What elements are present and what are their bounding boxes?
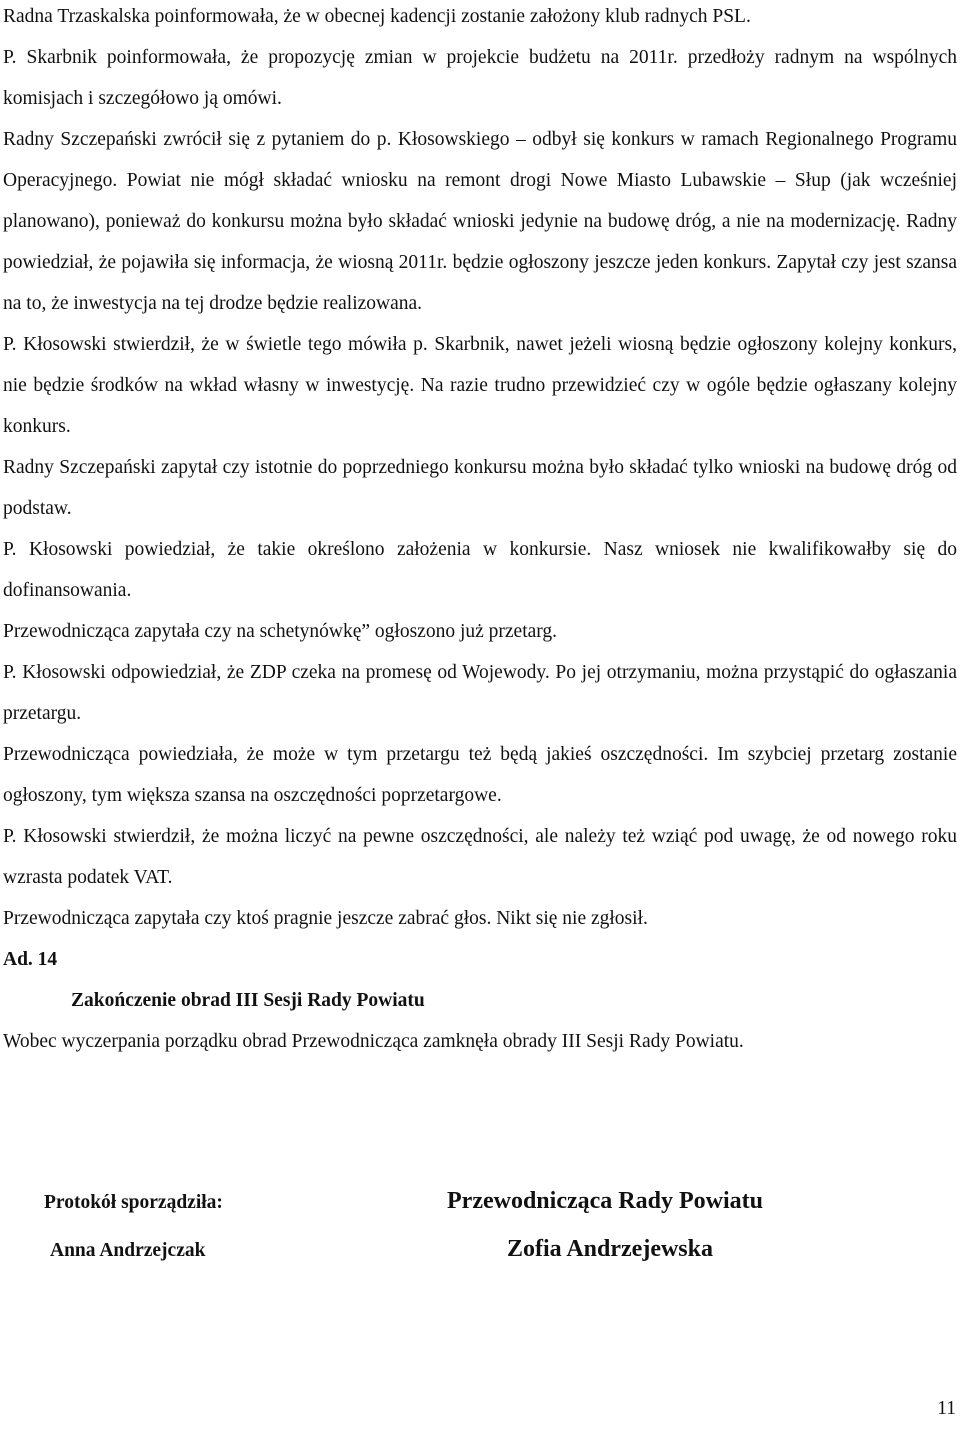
paragraph-chair-closing-question: Przewodnicząca zapytała czy ktoś pragnie jeszcze zabrać głos. Nikt się nie zgłosił.: [3, 908, 648, 929]
paragraph-klosowski-criteria: P. Kłosowski powiedział, że takie określono założenia w konkursie. Nasz wniosek nie kwalifikowałby się do dofinansowania.: [3, 539, 957, 601]
paragraph-klosowski-promise: P. Kłosowski odpowiedział, że ZDP czeka na promesę od Wojewody. Po jej otrzymaniu, można przystąpić do ogłaszania przetargu.: [3, 662, 957, 724]
paragraph-klosowski-answer: P. Kłosowski stwierdził, że w świetle tego mówiła p. Skarbnik, nawet jeżeli wiosną będzie ogłoszony kolejny konkurs, nie będzie środków na wkład własny w inwestycję. Na razie trudno przewidzieć czy w ogóle będzie ogłaszany kolejny konkurs.: [3, 334, 957, 437]
signature-left-label: Protokół sporządziła:: [44, 1192, 223, 1213]
paragraph-klosowski-vat: P. Kłosowski stwierdził, że można liczyć na pewne oszczędności, ale należy też wziąć pod uwagę, że od nowego roku wzrasta podatek VAT.: [3, 826, 957, 888]
document-body: [3, 0, 957, 1062]
paragraph-szczepanski-followup: Radny Szczepański zapytał czy istotnie do poprzedniego konkursu można było składać tylko wnioski na budowę dróg od podstaw.: [3, 457, 957, 519]
agenda-item-title: Zakończenie obrad III Sesji Rady Powiatu: [71, 990, 425, 1011]
signature-right-name: Zofia Andrzejewska: [507, 1236, 713, 1262]
paragraph-chair-tender-question: Przewodnicząca zapytała czy na schetynówkę” ogłoszono już przetarg.: [3, 621, 558, 642]
signature-right-label: Przewodnicząca Rady Powiatu: [447, 1188, 763, 1214]
paragraph-szczepanski-question: Radny Szczepański zwrócił się z pytaniem do p. Kłosowskiego – odbył się konkurs w ramach Regionalnego Programu Operacyjnego. Powiat nie mógł składać wniosku na remont drogi Nowe Miasto Lubawskie – Słup (jak wcześniej planowano), ponieważ do konkursu można było składać wnioski jedynie na budowę dróg, a nie na modernizację. Radny powiedział, że pojawiła się informacja, że wiosną 2011r. będzie ogłoszony jeszcze jeden konkurs. Zapytał czy jest szansa na to, że inwestycja na tej drodze będzie realizowana.: [3, 129, 957, 314]
closing-paragraph: Wobec wyczerpania porządku obrad Przewodnicząca zamknęła obrady III Sesji Rady Powiatu.: [3, 1031, 744, 1052]
page-number: 11: [937, 1398, 956, 1419]
signature-left-name: Anna Andrzejczak: [50, 1240, 206, 1261]
paragraph-chair-savings: Przewodnicząca powiedziała, że może w tym przetargu też będą jakieś oszczędności. Im szybciej przetarg zostanie ogłoszony, tym większa szansa na oszczędności poprzetargowe.: [3, 744, 957, 806]
paragraph-treasurer-budget: P. Skarbnik poinformowała, że propozycję zmian w projekcie budżetu na 2011r. przedłoży radnym na wspólnych komisjach i szczegółowo ją omówi.: [3, 47, 957, 109]
paragraph-club: Radna Trzaskalska poinformowała, że w obecnej kadencji zostanie założony klub radnych PSL.: [3, 6, 751, 27]
agenda-item-number: Ad. 14: [3, 949, 58, 970]
